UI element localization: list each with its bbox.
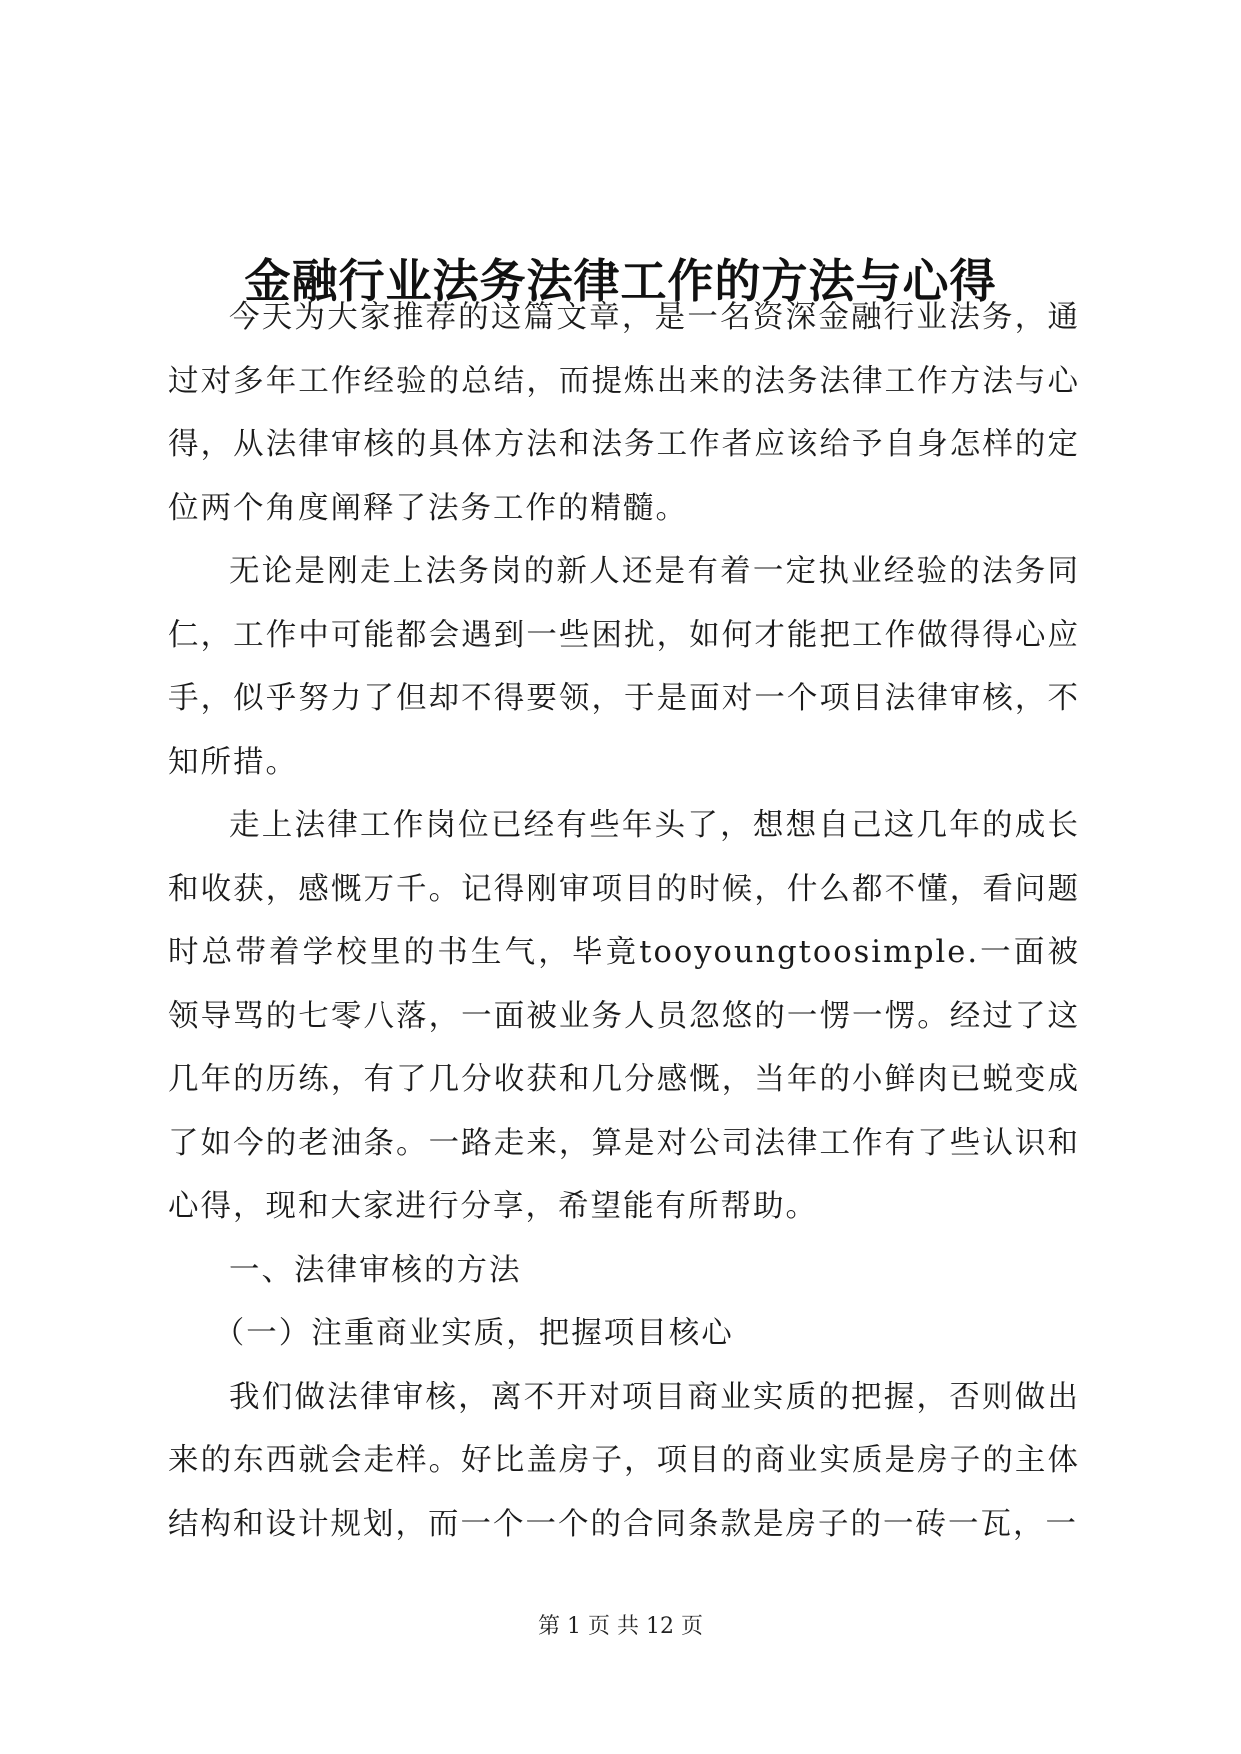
subsection-heading: （一）注重商业实质，把握项目核心: [213, 1316, 734, 1351]
document-title: 金融行业法务法律工作的方法与心得: [244, 253, 997, 308]
paragraph-experience: 走上法律工作岗位已经有些年头了，想想自己这几年的成长和收获，感慨万千。记得刚审项目的时候，什么都不懂，看问题时总带着学校里的书生气，毕竟tooyoungtoosimple.一面被领导骂的七零八落，一面被业务人员忽悠的一愣一愣。经过了这几年的历练，有了几分收获和几分感慨，当年的小鲜肉已蜕变成了如今的老油条。一路走来，算是对公司法律工作有了些认识和心得，现和大家进行分享，希望能有所帮助。: [168, 808, 1080, 1224]
paragraph-difficulties: 无论是刚走上法务岗的新人还是有着一定执业经验的法务同仁，工作中可能都会遇到一些困扰，如何才能把工作做得得心应手，似乎努力了但却不得要领，于是面对一个项目法律审核，不知所措。: [168, 554, 1080, 780]
page-number-footer: 第 1 页 共 12 页: [538, 1614, 703, 1639]
document-body: [168, 286, 1080, 1556]
section-heading: 一、法律审核的方法: [229, 1252, 522, 1288]
paragraph-intro: 今天为大家推荐的这篇文章，是一名资深金融行业法务，通过对多年工作经验的总结，而提炼出来的法务法律工作方法与心得，从法律审核的具体方法和法务工作者应该给予自身怎样的定位两个角度阐释了法务工作的精髓。: [168, 300, 1080, 526]
paragraph-business-substance: 我们做法律审核，离不开对项目商业实质的把握，否则做出来的东西就会走样。好比盖房子，项目的商业实质是房子的主体结构和设计规划，而一个一个的合同条款是房子的一砖一瓦，一: [168, 1379, 1080, 1542]
